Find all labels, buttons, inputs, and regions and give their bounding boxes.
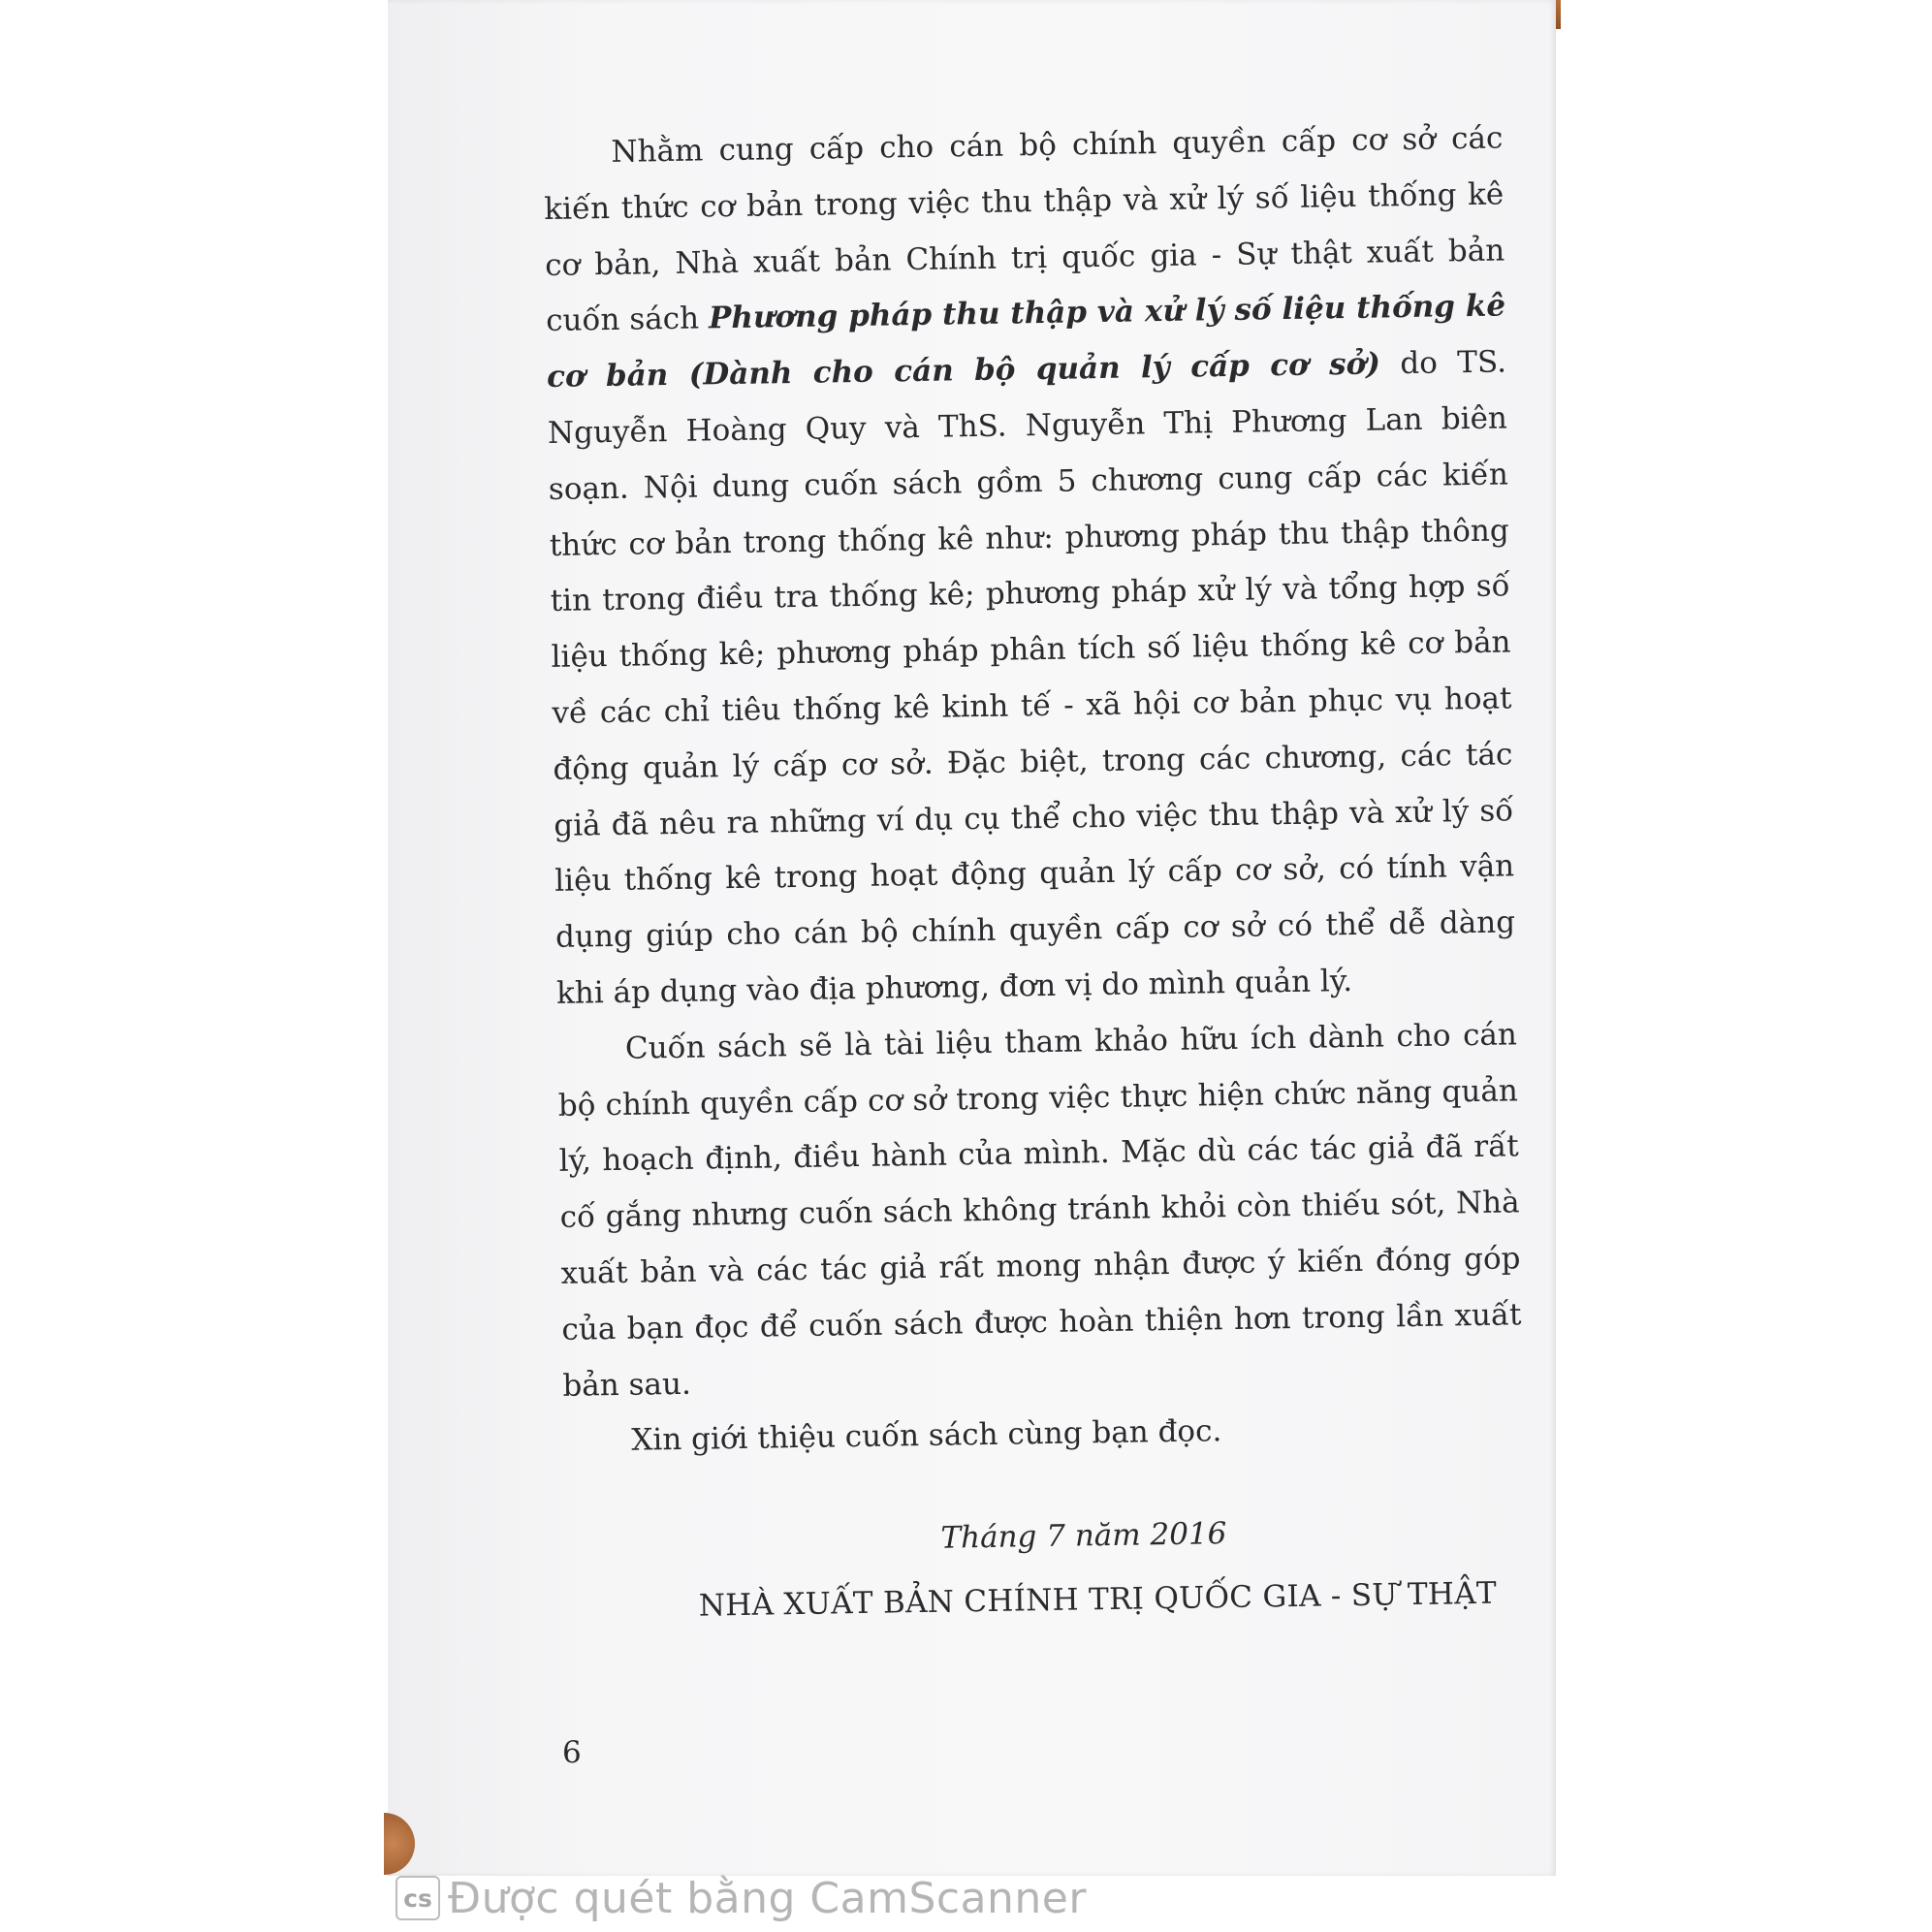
signature-publisher: NHÀ XUẤT BẢN CHÍNH TRỊ QUỐC GIA - SỰ THẬT [698, 1575, 1498, 1624]
signature-block [565, 1502, 1527, 1636]
paragraph-1 [543, 111, 1516, 1022]
page-text-block [543, 111, 1526, 1636]
signature-date: Tháng 7 năm 2016 [940, 1516, 1227, 1556]
camscanner-logo-icon: cs [396, 1876, 440, 1920]
paragraph-1-rest: do TS. Nguyễn Hoàng Quy và ThS. Nguyễn Thị Phương Lan biên soạn. Nội dung cuốn sách gồm 5 chương cung cấp các kiến thức cơ bản trong thống kê như: phương pháp thu thập thông tin trong điều tra thống kê; phương pháp xử lý và tổng hợp số liệu thống kê; phương pháp phân tích số liệu thống kê cơ bản về các chỉ tiêu thống kê kinh tế - xã hội cơ bản phục vụ hoạt động quản lý cấp cơ sở. Đặc biệt, trong các chương, các tác giả đã nêu ra những ví dụ cụ thể cho việc thu thập và xử lý số liệu thống kê trong hoạt động quản lý cấp cơ sở, có tính vận dụng giúp cho cán bộ chính quyền cấp cơ sở có thể dễ dàng khi áp dụng vào địa phương, đơn vị do mình quản lý. [547, 344, 1516, 1011]
camscanner-text: Được quét bằng CamScanner [448, 1873, 1087, 1923]
paragraph-2: Cuốn sách sẽ là tài liệu tham khảo hữu ích dành cho cán bộ chính quyền cấp cơ sở trong việc thực hiện chức năng quản lý, hoạch định, điều hành của mình. Mặc dù các tác giả đã rất cố gắng nhưng cuốn sách không tránh khỏi còn thiếu sót, Nhà xuất bản và các tác giả rất mong nhận được ý kiến đóng góp của bạn đọc để cuốn sách được hoàn thiện hơn trong lần xuất bản sau. [557, 1017, 1522, 1404]
book-title: Phương pháp thu thập và xử lý số liệu thống kê cơ bản (Dành cho cán bộ quản lý cấp cơ sở) [546, 288, 1506, 396]
paragraph-3: Xin giới thiệu cuốn sách cùng bạn đọc. [631, 1413, 1222, 1459]
camscanner-watermark [396, 1869, 1087, 1927]
paragraph-1-intro: Nhằm cung cấp cho cán bộ chính quyền cấp cơ sở các kiến thức cơ bản trong việc thu thập và xử lý số liệu thống kê cơ bản, Nhà xuất bản Chính trị quốc gia - Sự thật xuất bản cuốn sách [544, 120, 1505, 339]
background-surface [1551, 0, 1932, 1932]
page-number: 6 [562, 1735, 582, 1770]
